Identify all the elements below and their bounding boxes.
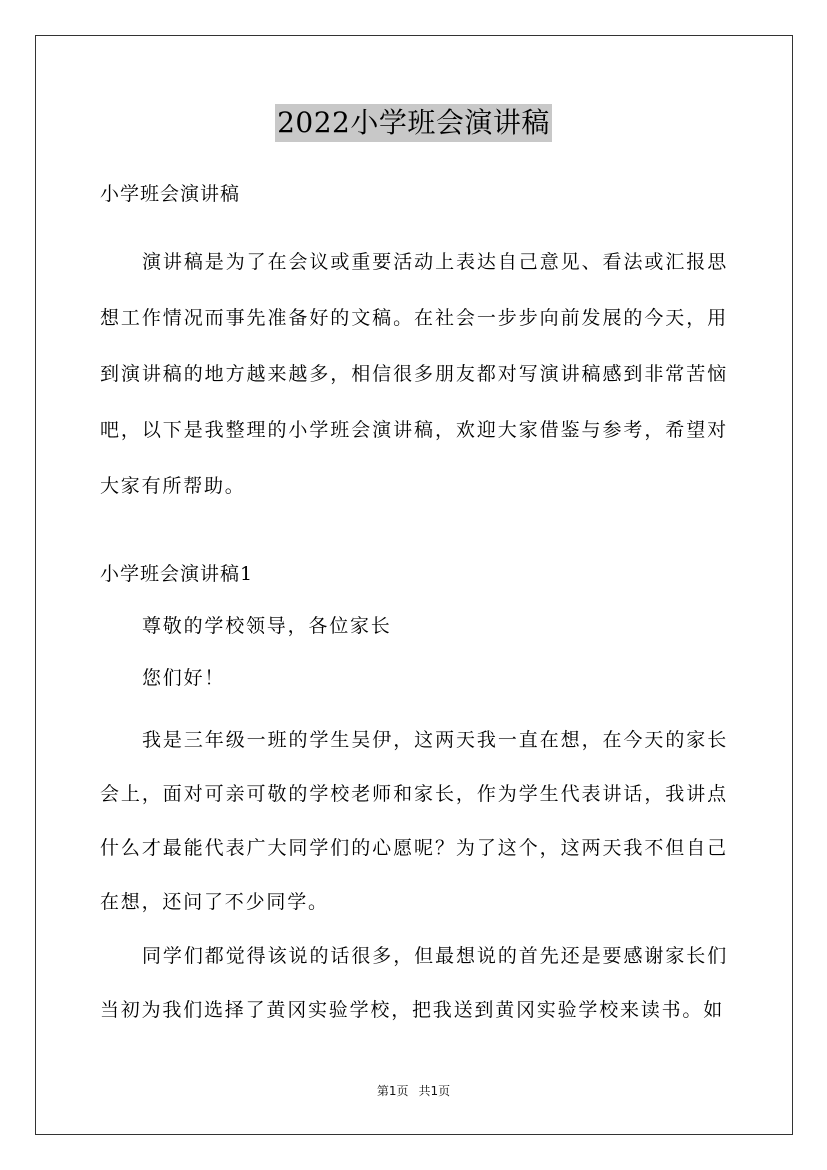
page-total: 共1页: [418, 1084, 451, 1098]
section-heading: 小学班会演讲稿1: [100, 563, 254, 585]
intro-section: [100, 234, 728, 514]
body-paragraph-1: [100, 713, 728, 929]
paragraph-text: 同学们都觉得该说的话很多，但最想说的首先还是要感谢家长们当初为我们选择了黄冈实验学校，把我送到黄冈实验学校来读书。如: [100, 945, 728, 1021]
title-container: [0, 104, 827, 142]
greeting-text: 您们好！: [142, 667, 226, 689]
body-paragraph-2: [100, 929, 728, 1037]
page-number: 第1页: [376, 1084, 409, 1098]
document-title: 2022小学班会演讲稿: [275, 104, 552, 142]
document-subtitle: 小学班会演讲稿: [100, 183, 241, 205]
paragraph-text: 我是三年级一班的学生吴伊，这两天我一直在想，在今天的家长会上，面对可亲可敬的学校老师和家长，作为学生代表讲话，我讲点什么才最能代表广大同学们的心愿呢？为了这个，这两天我不但自己在想，还问了不少同学。: [100, 729, 728, 913]
salutation-text: 尊敬的学校领导，各位家长: [142, 615, 392, 637]
intro-paragraph: 演讲稿是为了在会议或重要活动上表达自己意见、看法或汇报思想工作情况而事先准备好的文稿。在社会一步步向前发展的今天，用到演讲稿的地方越来越多，相信很多朋友都对写演讲稿感到非常苦恼吧，以下是我整理的小学班会演讲稿，欢迎大家借鉴与参考，希望对大家有所帮助。: [100, 251, 728, 497]
greeting-line: [100, 666, 728, 690]
page-footer: [0, 1083, 827, 1099]
salutation-line: [100, 614, 728, 638]
